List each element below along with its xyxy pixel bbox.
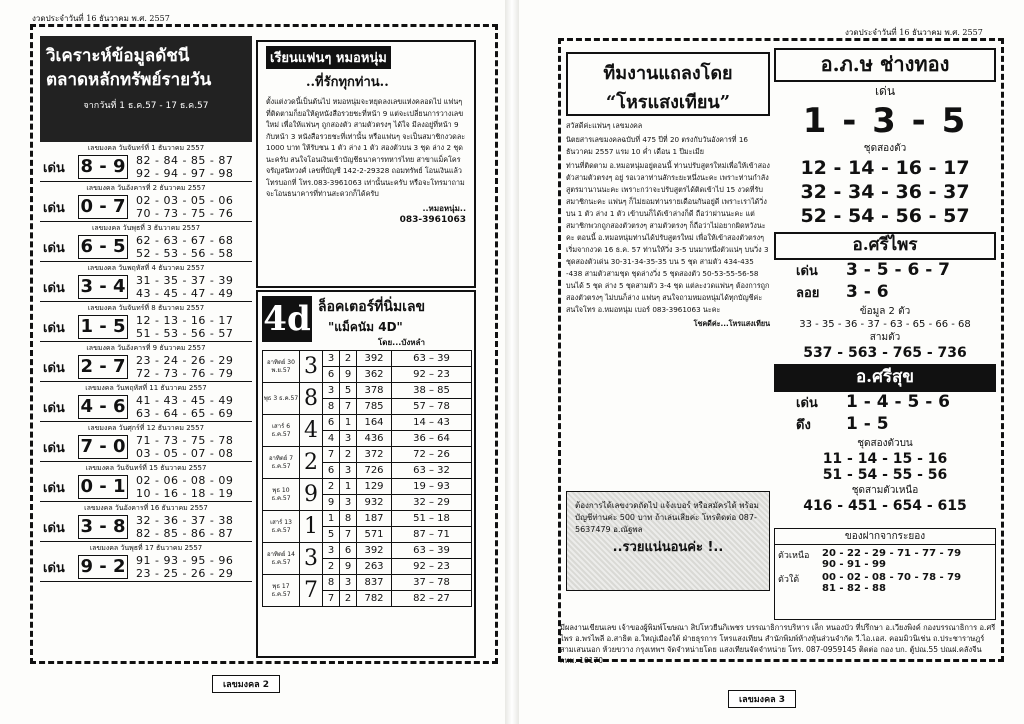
- fourd-cell: 1: [340, 415, 357, 431]
- siphrai-loi-value: 3 - 6: [846, 282, 889, 302]
- fourd-cell: 6: [323, 367, 340, 383]
- draw-row2: 72 - 73 - 76 - 79: [136, 367, 234, 380]
- title-line1: วิเคราะห์ข้อมูลดัชนี: [46, 46, 190, 66]
- fourd-cell: 63 – 39: [392, 543, 472, 559]
- daily-draw-list: [40, 142, 252, 582]
- siphrai-data: 33 - 35 - 36 - 37 - 63 - 65 - 66 - 68: [799, 319, 971, 330]
- siphrai-three: 537 - 563 - 765 - 736: [803, 345, 967, 361]
- gift-north-line2: 90 - 91 - 99: [822, 559, 886, 570]
- fourd-cell: 7: [323, 447, 340, 463]
- draw-sub-numbers: [136, 154, 233, 180]
- fourd-cell: 2: [340, 591, 357, 607]
- siphrai-den-row: [774, 260, 996, 282]
- fourd-cell: 785: [357, 399, 392, 415]
- draw-label: เด่น: [43, 441, 65, 456]
- draw-row2: 63 - 64 - 65 - 69: [136, 407, 234, 420]
- draw-header: เลขมงคล วันจันทร์ที่ 8 ธันวาคม 2557: [87, 304, 205, 312]
- draw-row2: 82 - 85 - 86 - 87: [136, 527, 234, 540]
- draw-main-numbers: 1 - 5: [78, 315, 128, 339]
- srisuk-top-2: 51 - 54 - 55 - 56: [822, 467, 948, 483]
- siphrai-loi-label: ลอย: [796, 286, 820, 301]
- fourd-cell: 187: [357, 511, 392, 527]
- article-body: ท่านที่ติดตาม อ.หมอหนุ่มอยู่ตอนนี้ ท่านปรับสูตรใหม่เพื่อให้เข้าสองตัวสามตัวตรงๆ อยู่ รอเวลาท่านสักระยะหนึ่งนะคะ เพราะท่านกำลังสูตรมานานนะคะ เพราะกว่าจะปรับสูตรได้ติดเข้าไป 15 งวดที่รับสมาชิกนะคะ แฟนๆ ก็ไม่ยอมท่านรายเดือนกันอยู่ดี เพราะเราได้วิ่งบน 1 ตัว ล่าง 1 ตัว เข้าบนก็ได้เข้าล่างก็ดี ถือว่าผ่านนะคะ แต่สมาชิกพวกถูกสองตัวตรงๆ สามตัวตรงๆ ก็ถือว่าไม่อยากผิดหวังนะคะ ตอนนี้ อ.หมอหนุ่มท่านได้ปรับสูตรใหม่ เพื่อให้เข้าสองตัวตรงๆ เริ่มจากงวด 16 ธ.ค. 57 ท่านให้วิ่ง 3-5 บนมาหนึ่งตัวแน่ๆ บนวิ่ง 3 ชุดสองตัวเด่น 30-31-34-35-35 บน 5 ชุด สามตัว 434-435 -438 สามตัวสามชุด ชุดล่างวิ่ง 5 ชุดสองตัว 50-53-55-56-58 บนได้ 5 ชุด ล่าง 5 ชุดสามตัว 3-4 ชุด แต่ละงวดแฟนๆ ต้องการถูกสองตัวตรงๆ ไม่บนก็ล่าง แฟนๆ สนใจถามหมอหนุ่มได้ทุกบัญชีค่ะ สนใจโทร อ.หมอหนุ่ม เบอร์ 083-3961063 นะคะ: [566, 161, 770, 314]
- fourd-date: เสาร์ 6 ธ.ค.57: [263, 415, 300, 447]
- draw-row1: 91 - 93 - 95 - 96: [136, 554, 234, 567]
- draw-item: [40, 262, 252, 302]
- notice-phone: 083-3961063: [399, 214, 466, 225]
- draw-header: เลขมงคล วันพุธที่ 3 ธันวาคม 2557: [91, 224, 201, 232]
- srisuk-den-row: [774, 392, 996, 414]
- fourd-cell: 164: [357, 415, 392, 431]
- fourd-cell: 782: [357, 591, 392, 607]
- index-analysis-title-box: [40, 36, 252, 142]
- fourd-cell: 3: [340, 463, 357, 479]
- draw-label: เด่น: [43, 201, 65, 216]
- fourd-date: เสาร์ 13 ธ.ค.57: [263, 511, 300, 543]
- gift-box: [774, 528, 996, 620]
- draw-sub-numbers: [136, 554, 233, 580]
- draw-sub-numbers: [136, 314, 233, 340]
- chang-thong-main: 1 - 3 - 5: [802, 101, 968, 141]
- fourd-date: พุธ 3 ธ.ค.57: [263, 383, 300, 415]
- fourd-cell: 362: [357, 367, 392, 383]
- draw-label: เด่น: [43, 561, 65, 576]
- chang-thong-pair-3: 52 - 54 - 56 - 57: [800, 205, 970, 227]
- draw-label: เด่น: [43, 401, 65, 416]
- chang-thong-label: เด่น: [874, 84, 896, 98]
- fourd-cell: 3: [323, 351, 340, 367]
- fourd-cell: 3: [340, 431, 357, 447]
- promo-box: [566, 491, 770, 591]
- gift-title: ของฝากจากระยอง: [775, 529, 995, 545]
- fourd-cell: 1: [323, 511, 340, 527]
- article: [566, 120, 770, 332]
- fourd-key-digit: 3: [300, 543, 323, 575]
- siphrai-three-label: สามตัว: [869, 332, 901, 343]
- draw-row2: 52 - 53 - 56 - 58: [136, 247, 234, 260]
- right-page-header: งวดประจำวันที่ 16 ธันวาคม พ.ศ. 2557: [845, 28, 983, 37]
- 4d-title: ล็อคเตอร์ที่นิ่มเลข: [318, 299, 426, 315]
- gift-south-label: ตัวใต้: [778, 575, 800, 585]
- fourd-cell: 372: [357, 447, 392, 463]
- team-line1: ทีมงานแถลงโดย: [603, 63, 733, 84]
- draw-main-numbers: 2 - 7: [78, 355, 128, 379]
- left-page-footer: เลขมงคล 2: [212, 675, 280, 693]
- gift-south-line2: 81 - 82 - 88: [822, 583, 886, 594]
- article-signoff: โชคดีค่ะ...โหรแสงเทียน: [693, 319, 770, 328]
- fourd-key-digit: 2: [300, 447, 323, 479]
- left-page: [0, 0, 505, 724]
- fourd-date: พุธ 17 ธ.ค.57: [263, 575, 300, 607]
- srisuk-den-label: เด่น: [796, 396, 818, 411]
- team-line2: “โหรแสงเทียน”: [605, 92, 731, 113]
- fourd-cell: 2: [340, 351, 357, 367]
- draw-item: [40, 422, 252, 462]
- draw-item: [40, 382, 252, 422]
- fourd-row: [263, 575, 472, 591]
- fourd-cell: 8: [323, 399, 340, 415]
- fourd-cell: 837: [357, 575, 392, 591]
- fourd-cell: 2: [323, 479, 340, 495]
- fourd-key-digit: 8: [300, 383, 323, 415]
- draw-item: [40, 302, 252, 342]
- draw-header: เลขมงคล วันจันทร์ที่ 15 ธันวาคม 2557: [85, 464, 207, 472]
- srisuk-top-1: 11 - 14 - 15 - 16: [822, 451, 948, 467]
- gift-south-line1: 00 - 02 - 08 - 70 - 78 - 79: [822, 572, 962, 583]
- srisuk-top-label: ชุดสองตัวบน: [857, 438, 913, 449]
- fourd-cell: 8: [323, 575, 340, 591]
- draw-header: เลขมงคล วันอังคารที่ 16 ธันวาคม 2557: [84, 504, 208, 512]
- fourd-date: อาทิตย์ 30 พ.ย.57: [263, 351, 300, 383]
- fourd-cell: 726: [357, 463, 392, 479]
- fourd-key-digit: 7: [300, 575, 323, 607]
- fourd-cell: 7: [340, 399, 357, 415]
- fourd-cell: 36 – 64: [392, 431, 472, 447]
- fourd-cell: 9: [340, 559, 357, 575]
- draw-row1: 82 - 84 - 85 - 87: [136, 154, 234, 167]
- 4d-author: โดย...บังหลำ: [378, 338, 425, 347]
- fourd-key-digit: 1: [300, 511, 323, 543]
- draw-label: เด่น: [43, 521, 65, 536]
- draw-row1: 71 - 73 - 75 - 78: [136, 434, 234, 447]
- srisuk-ding-label: ดึง: [796, 418, 811, 433]
- srisuk-den-value: 1 - 4 - 5 - 6: [846, 392, 950, 412]
- gift-row-south: [775, 572, 995, 594]
- fourd-cell: 378: [357, 383, 392, 399]
- draw-main-numbers: 7 - 0: [78, 435, 128, 459]
- fourd-row: [263, 415, 472, 431]
- fourd-cell: 1: [340, 479, 357, 495]
- draw-item: [40, 542, 252, 582]
- fourd-cell: 63 – 32: [392, 463, 472, 479]
- fourd-cell: 6: [323, 415, 340, 431]
- draw-item: [40, 502, 252, 542]
- draw-header: เลขมงคล วันจันทร์ที่ 1 ธันวาคม 2557: [87, 144, 205, 152]
- fourd-cell: 7: [323, 591, 340, 607]
- chang-thong-pair-1: 12 - 14 - 16 - 17: [800, 157, 970, 179]
- notice-signature: ..หมอหนุ่ม..: [422, 203, 466, 213]
- srisuk-ding-value: 1 - 5: [846, 414, 889, 434]
- draw-row1: 32 - 36 - 37 - 38: [136, 514, 234, 527]
- draw-item: [40, 182, 252, 222]
- fourd-cell: 3: [323, 383, 340, 399]
- fourd-cell: 7: [340, 527, 357, 543]
- draw-main-numbers: 4 - 6: [78, 395, 128, 419]
- draw-sub-numbers: [136, 194, 233, 220]
- draw-row1: 02 - 06 - 08 - 09: [136, 474, 234, 487]
- siphrai-data-label: ข้อมูล 2 ตัว: [859, 306, 911, 317]
- fourd-key-digit: 9: [300, 479, 323, 511]
- fourd-cell: 37 – 78: [392, 575, 472, 591]
- fourd-cell: 2: [323, 559, 340, 575]
- draw-row1: 23 - 24 - 26 - 29: [136, 354, 234, 367]
- fourd-cell: 2: [340, 447, 357, 463]
- draw-row1: 12 - 13 - 16 - 17: [136, 314, 234, 327]
- draw-label: เด่น: [43, 281, 65, 296]
- draw-header: เลขมงคล วันพฤหัสที่ 11 ธันวาคม 2557: [85, 384, 207, 392]
- title-date-range: จากวันที่ 1 ธ.ค.57 - 17 ธ.ค.57: [83, 101, 209, 111]
- draw-main-numbers: 9 - 2: [78, 555, 128, 579]
- fourd-cell: 92 – 23: [392, 559, 472, 575]
- draw-row2: 51 - 53 - 56 - 57: [136, 327, 234, 340]
- draw-sub-numbers: [136, 394, 233, 420]
- fourd-date: อาทิตย์ 14 ธ.ค.57: [263, 543, 300, 575]
- fourd-cell: 571: [357, 527, 392, 543]
- draw-header: เลขมงคล วันอังคารที่ 9 ธันวาคม 2557: [86, 344, 206, 352]
- draw-item: [40, 142, 252, 182]
- draw-sub-numbers: [136, 354, 233, 380]
- srisuk-three-label: ชุดสามตัวเหนือ: [851, 485, 919, 496]
- draw-header: เลขมงคล วันอังคารที่ 2 ธันวาคม 2557: [86, 184, 206, 192]
- fourd-cell: 3: [340, 575, 357, 591]
- draw-main-numbers: 8 - 9: [78, 155, 128, 179]
- draw-item: [40, 342, 252, 382]
- article-intro: นิตยสารเลขมงคลฉบับที่ 475 ปีที่ 20 ตรงกับวันอังคารที่ 16 ธันวาคม 2557 แรม 10 ค่ำ เดือน 1 ปีมะเมีย: [566, 135, 748, 156]
- promo-headline: ..รวยแน่นอนค่ะ !..: [612, 540, 724, 555]
- fourd-cell: 14 – 43: [392, 415, 472, 431]
- fourd-row: [263, 511, 472, 527]
- fourd-cell: 57 – 78: [392, 399, 472, 415]
- gift-north-line1: 20 - 22 - 29 - 71 - 77 - 79: [822, 548, 962, 559]
- siphrai-den-label: เด่น: [796, 264, 818, 279]
- fourd-cell: 9: [323, 495, 340, 511]
- fourd-row: [263, 479, 472, 495]
- fourd-cell: 9: [340, 367, 357, 383]
- article-greeting: สวัสดีค่ะแฟนๆ เลขมงคล: [566, 121, 643, 130]
- fourd-cell: 82 – 27: [392, 591, 472, 607]
- 4d-logo: 4d: [262, 296, 312, 342]
- draw-main-numbers: 0 - 1: [78, 475, 128, 499]
- 4d-table: [262, 350, 472, 607]
- fourd-row: [263, 447, 472, 463]
- draw-main-numbers: 0 - 7: [78, 195, 128, 219]
- draw-sub-numbers: [136, 274, 233, 300]
- draw-row2: 70 - 73 - 75 - 76: [136, 207, 234, 220]
- srisuk-title: อ.ศรีสุข: [774, 364, 996, 392]
- draw-sub-numbers: [136, 514, 233, 540]
- draw-main-numbers: 3 - 4: [78, 275, 128, 299]
- draw-label: เด่น: [43, 161, 65, 176]
- srisuk-ding-row: [774, 414, 996, 436]
- fourd-cell: 32 – 29: [392, 495, 472, 511]
- draw-row2: 03 - 05 - 07 - 08: [136, 447, 234, 460]
- draw-sub-numbers: [136, 234, 233, 260]
- fourd-cell: 5: [323, 527, 340, 543]
- fourd-cell: 6: [323, 463, 340, 479]
- fourd-key-digit: 4: [300, 415, 323, 447]
- promo-text: ต้องการได้เลขงวดถัดไป แจ้งเบอร์ หรือสมัครได้ พร้อมบัญชีท่านค่ะ 500 บาท ถ้าเล่นเสียค่ะ โทรติดต่อ 087-5637479 อ.ณัฐพล: [575, 501, 759, 534]
- draw-header: เลขมงคล วันพุธที่ 17 ธันวาคม 2557: [89, 544, 203, 552]
- fourd-cell: 3: [340, 495, 357, 511]
- fourd-cell: 92 – 23: [392, 367, 472, 383]
- draw-label: เด่น: [43, 241, 65, 256]
- chang-thong-pair-label: ชุดสองตัว: [863, 143, 907, 154]
- draw-row2: 43 - 45 - 47 - 49: [136, 287, 234, 300]
- team-title-box: [566, 52, 770, 116]
- fourd-row: [263, 543, 472, 559]
- title-line2: ตลาดหลักทรัพย์รายวัน: [46, 70, 212, 90]
- fourd-cell: 932: [357, 495, 392, 511]
- draw-label: เด่น: [43, 481, 65, 496]
- 4d-subtitle: "แม็คนัม 4D": [328, 320, 403, 334]
- fourd-cell: 19 – 93: [392, 479, 472, 495]
- fourd-cell: 392: [357, 543, 392, 559]
- draw-row2: 23 - 25 - 26 - 29: [136, 567, 234, 580]
- draw-header: เลขมงคล วันศุกร์ที่ 12 ธันวาคม 2557: [87, 424, 205, 432]
- credits: มีผลงานเขียนเลข เจ้าของผู้พิมพ์โฆษณา สิปโหวยืนกิเพชร บรรณาธิการบริหาร เล็ก หนองบัว ที่ปรึกษา อ.เวียงพิงค์ กองบรรณาธิการ อ.ศรีไพร อ.พรไพลี อ.สาธิต อ.ใหญ่เมืองใต้ ฝ่ายธุรการ โหรแสงเทียน สำนักพิมพ์ห้างหุ้นส่วนจำกัด วี.ไอ.เอส. คอมมิวนิเช่น ถ.ประชาราษฎร์ สามเสนนอก ห้วยขวาง กรุงเทพฯ จัดจำหน่ายโดย แสงเทียนจัดจำหน่าย โทร. 087-0959145 ติดต่อ กอง บก. ตู้ปณ.55 ปณฝ.คลังจีน กทม. 10170: [560, 623, 996, 665]
- srisuk-three: 416 - 451 - 654 - 615: [803, 498, 967, 514]
- fourd-cell: 72 – 26: [392, 447, 472, 463]
- magnum-4d-box: [256, 290, 476, 658]
- fourd-cell: 4: [323, 431, 340, 447]
- fourd-row: [263, 383, 472, 399]
- gift-north-label: ตัวเหนือ: [778, 551, 810, 561]
- fourd-cell: 6: [340, 543, 357, 559]
- chang-thong-pair-2: 32 - 34 - 36 - 37: [800, 181, 970, 203]
- draw-sub-numbers: [136, 474, 233, 500]
- fourd-key-digit: 3: [300, 351, 323, 383]
- siphrai-den-value: 3 - 5 - 6 - 7: [846, 260, 950, 280]
- fourd-cell: 392: [357, 351, 392, 367]
- draw-label: เด่น: [43, 361, 65, 376]
- draw-main-numbers: 6 - 5: [78, 235, 128, 259]
- draw-row1: 02 - 03 - 05 - 06: [136, 194, 234, 207]
- fourd-cell: 51 – 18: [392, 511, 472, 527]
- draw-label: เด่น: [43, 321, 65, 336]
- notice-box: [256, 40, 476, 288]
- fourd-cell: 3: [323, 543, 340, 559]
- draw-row2: 10 - 16 - 18 - 19: [136, 487, 234, 500]
- notice-body: ตั้งแต่งวดนี้เป็นต้นไป หมอหนุ่มจะหยุดลงเลขแห่งคลอดไป แฟนๆ ที่ติดตามก็ยอให้ดูหนังสือรวยชะที่หน้า 9 แต่จะเปลี่ยนการวางเลขใหม่ เพื่อให้แฟนๆ ถูกสองตัว สามตัวตรงๆ ได้ใจ มีลงอยู่ที่หน้า 9 กับหน้า 3 หนังสือรวยชะที่เท่านั้น หรือแฟนๆ จะเป็นสมาชิกงวดละ 1000 บาท ให้รับชน 1 ตัว ล่าง 1 ตัว สองตัวบน 3 ชุด ล่าง 2 ชุด นะครับ สนใจโอนเงินเข้าบัญชีธนาคารทหารไทย สาขาแม็คโครจรัญสนิทวงศ์ เลขที่บัญชี 142-2-29328 ถอมทรัพย์ โอนเงินแล้วโทรบอกที่ โทร.083-3961063 เท่านั้นนะครับ หรือจะโทรมาถามจะโอนธนาคารที่ท่านสะดวกก็ได้ครับ: [266, 97, 466, 198]
- draw-sub-numbers: [136, 434, 233, 460]
- predictions-column: [774, 48, 996, 514]
- fourd-cell: 8: [340, 511, 357, 527]
- siphrai-title: อ.ศรีไพร: [774, 232, 996, 260]
- fourd-cell: 436: [357, 431, 392, 447]
- draw-header: เลขมงคล วันพฤหัสที่ 4 ธันวาคม 2557: [87, 264, 205, 272]
- fourd-cell: 38 – 85: [392, 383, 472, 399]
- chang-thong-title: อ.ภ.ษ ช่างทอง: [774, 48, 996, 82]
- fourd-cell: 263: [357, 559, 392, 575]
- fourd-date: พุธ 10 ธ.ค.57: [263, 479, 300, 511]
- fourd-cell: 5: [340, 383, 357, 399]
- draw-item: [40, 462, 252, 502]
- draw-item: [40, 222, 252, 262]
- draw-row2: 92 - 94 - 97 - 98: [136, 167, 234, 180]
- fourd-row: [263, 351, 472, 367]
- fourd-cell: 87 – 71: [392, 527, 472, 543]
- fourd-cell: 63 – 39: [392, 351, 472, 367]
- siphrai-loi-row: [774, 282, 996, 304]
- notice-title: เรียนแฟนๆ หมอหนุ่ม: [266, 46, 391, 69]
- draw-row1: 62 - 63 - 67 - 68: [136, 234, 234, 247]
- gift-row-north: [775, 548, 995, 570]
- draw-main-numbers: 3 - 8: [78, 515, 128, 539]
- draw-row1: 31 - 35 - 37 - 39: [136, 274, 234, 287]
- fourd-date: อาทิตย์ 7 ธ.ค.57: [263, 447, 300, 479]
- notice-subtitle: ..ที่รักทุกท่าน..: [306, 75, 389, 90]
- left-page-header: งวดประจำวันที่ 16 ธันวาคม พ.ศ. 2557: [32, 14, 170, 23]
- draw-row1: 41 - 43 - 45 - 49: [136, 394, 234, 407]
- right-page-footer: เลขมงคล 3: [728, 690, 796, 708]
- book-gutter: [505, 0, 519, 724]
- fourd-cell: 129: [357, 479, 392, 495]
